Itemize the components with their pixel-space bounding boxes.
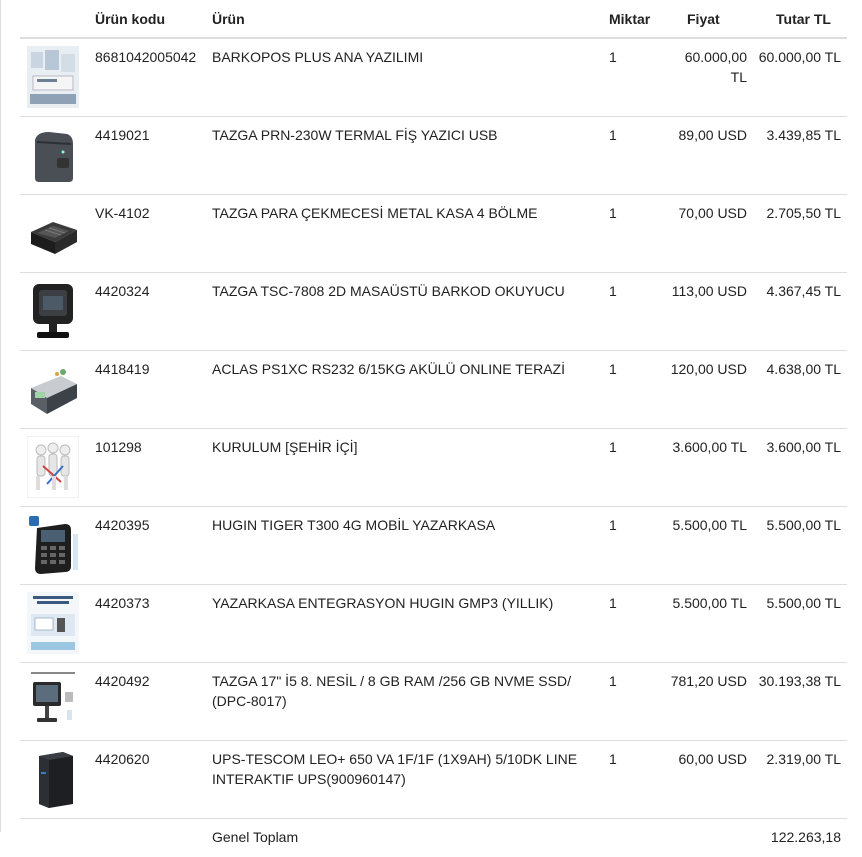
product-qty: 1 <box>609 351 666 429</box>
product-code: 4420373 <box>95 585 212 663</box>
product-name[interactable]: UPS-TESCOM LEO+ 650 VA 1F/1F (1X9AH) 5/10DK LINE INTERAKTIF UPS(900960147) <box>212 741 609 819</box>
product-qty: 1 <box>609 663 666 741</box>
product-name[interactable]: TAZGA PARA ÇEKMECESİ METAL KASA 4 BÖLME <box>212 195 609 273</box>
product-price: 89,00 USD <box>666 117 753 195</box>
pos-terminal-image[interactable] <box>27 670 79 732</box>
product-price: 113,00 USD <box>666 273 753 351</box>
total-column-header: Tutar TL <box>753 0 847 38</box>
table-row <box>20 507 847 585</box>
product-qty: 1 <box>609 585 666 663</box>
product-thumb-cell <box>20 351 95 429</box>
table-row <box>20 429 847 507</box>
product-price: 5.500,00 TL <box>666 585 753 663</box>
product-name[interactable]: YAZARKASA ENTEGRASYON HUGIN GMP3 (YILLIK) <box>212 585 609 663</box>
qty-column-header: Miktar <box>609 0 666 38</box>
product-column-header: Ürün <box>212 0 609 38</box>
product-price: 5.500,00 TL <box>666 507 753 585</box>
product-name[interactable]: KURULUM [ŞEHİR İÇİ] <box>212 429 609 507</box>
product-qty: 1 <box>609 507 666 585</box>
table-row <box>20 195 847 273</box>
product-total: 3.600,00 TL <box>753 429 847 507</box>
grand-total-row <box>20 819 847 857</box>
table-row <box>20 741 847 819</box>
product-code: 4418419 <box>95 351 212 429</box>
table-row <box>20 351 847 429</box>
product-thumb-cell <box>20 195 95 273</box>
product-thumb-cell <box>20 741 95 819</box>
product-total: 30.193,38 TL <box>753 663 847 741</box>
product-total: 2.319,00 TL <box>753 741 847 819</box>
product-price: 70,00 USD <box>666 195 753 273</box>
barcode-scanner-image[interactable] <box>27 280 79 342</box>
grand-total-value: 122.263,18 <box>753 819 847 857</box>
product-thumb-cell <box>20 507 95 585</box>
product-thumb-cell <box>20 585 95 663</box>
table-header-row <box>20 0 847 38</box>
ups-image[interactable] <box>27 748 79 810</box>
product-qty: 1 <box>609 195 666 273</box>
left-border <box>0 0 1 832</box>
product-price: 60.000,00 TL <box>666 38 753 117</box>
product-thumb-cell <box>20 117 95 195</box>
product-total: 3.439,85 TL <box>753 117 847 195</box>
product-code: VK-4102 <box>95 195 212 273</box>
table-row <box>20 117 847 195</box>
product-price: 120,00 USD <box>666 351 753 429</box>
product-thumb-cell <box>20 273 95 351</box>
product-name[interactable]: HUGIN TIGER T300 4G MOBİL YAZARKASA <box>212 507 609 585</box>
grand-total-label: Genel Toplam <box>212 819 609 857</box>
product-thumb-cell <box>20 429 95 507</box>
price-column-header: Fiyat <box>666 0 753 38</box>
product-total: 60.000,00 TL <box>753 38 847 117</box>
product-qty: 1 <box>609 273 666 351</box>
product-total: 4.367,45 TL <box>753 273 847 351</box>
product-qty: 1 <box>609 741 666 819</box>
table-row <box>20 38 847 117</box>
product-code: 4420324 <box>95 273 212 351</box>
product-thumb-cell <box>20 663 95 741</box>
product-name[interactable]: TAZGA 17" İ5 8. NESİL / 8 GB RAM /256 GB NVME SSD/ (DPC-8017) <box>212 663 609 741</box>
product-name[interactable]: TAZGA PRN-230W TERMAL FİŞ YAZICI USB <box>212 117 609 195</box>
product-total: 2.705,50 TL <box>753 195 847 273</box>
product-thumb-cell <box>20 38 95 117</box>
table-row <box>20 663 847 741</box>
order-table <box>20 0 847 857</box>
product-code: 4420620 <box>95 741 212 819</box>
code-column-header: Ürün kodu <box>95 0 212 38</box>
product-qty: 1 <box>609 429 666 507</box>
mobile-pos-image[interactable] <box>27 514 79 576</box>
product-code: 4420395 <box>95 507 212 585</box>
image-column-header <box>20 0 95 38</box>
product-qty: 1 <box>609 117 666 195</box>
table-row <box>20 585 847 663</box>
installation-figures-image[interactable] <box>27 436 79 498</box>
product-price: 60,00 USD <box>666 741 753 819</box>
software-box-image[interactable] <box>27 46 79 108</box>
product-code: 8681042005042 <box>95 38 212 117</box>
product-total: 5.500,00 TL <box>753 507 847 585</box>
cash-drawer-image[interactable] <box>27 202 79 264</box>
product-name[interactable]: ACLAS PS1XC RS232 6/15KG AKÜLÜ ONLINE TERAZİ <box>212 351 609 429</box>
product-code: 4420492 <box>95 663 212 741</box>
receipt-printer-image[interactable] <box>27 124 79 186</box>
integration-info-image[interactable] <box>27 592 79 654</box>
table-row <box>20 273 847 351</box>
product-name[interactable]: TAZGA TSC-7808 2D MASAÜSTÜ BARKOD OKUYUCU <box>212 273 609 351</box>
scale-image[interactable] <box>27 358 79 420</box>
product-price: 781,20 USD <box>666 663 753 741</box>
product-total: 5.500,00 TL <box>753 585 847 663</box>
product-name[interactable]: BARKOPOS PLUS ANA YAZILIMI <box>212 38 609 117</box>
product-qty: 1 <box>609 38 666 117</box>
product-code: 101298 <box>95 429 212 507</box>
product-code: 4419021 <box>95 117 212 195</box>
product-total: 4.638,00 TL <box>753 351 847 429</box>
product-price: 3.600,00 TL <box>666 429 753 507</box>
